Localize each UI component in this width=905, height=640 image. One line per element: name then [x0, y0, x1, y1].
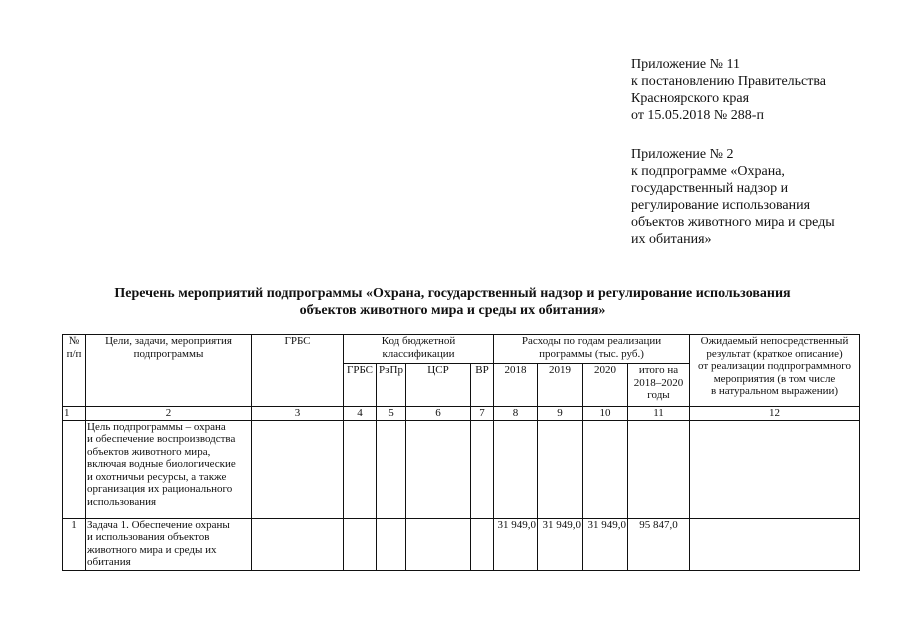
appendix-line: Приложение № 11 — [631, 57, 740, 72]
row-code-grbs — [344, 420, 377, 518]
row-total — [628, 420, 690, 518]
appendix-line: государственный надзор и — [631, 181, 789, 196]
header-result: Ожидаемый непосредственный результат (краткое описание) от реализации подпрограммного мероприятия (в том числе в натуральном выражении) — [690, 335, 860, 407]
subheader-2019: 2019 — [538, 364, 583, 407]
appendix-line: к подпрограмме «Охрана, — [631, 164, 785, 179]
row-result — [690, 518, 860, 570]
row-2019 — [538, 420, 583, 518]
row-2018: 31 949,0 — [494, 518, 538, 570]
row-num: 1 — [63, 518, 86, 570]
subheader-csr: ЦСР — [406, 364, 471, 407]
appendix-subprogram-header — [631, 146, 835, 248]
appendix-line: Приложение № 2 — [631, 147, 734, 162]
appendix-line: к постановлению Правительства — [631, 74, 827, 89]
subheader-grbs: ГРБС — [344, 364, 377, 407]
column-number: 1 — [63, 407, 86, 421]
title-line: объектов животного мира и среды их обитания» — [299, 303, 606, 318]
header-grbs: ГРБС — [252, 335, 344, 407]
appendix-decree-header — [631, 56, 826, 124]
row-csr — [406, 420, 471, 518]
subheader-vr: ВР — [471, 364, 494, 407]
header-expenses: Расходы по годам реализации программы (тыс. руб.) — [494, 335, 690, 364]
header-budget-code: Код бюджетной классификации — [344, 335, 494, 364]
row-total: 95 847,0 — [628, 518, 690, 570]
row-grbs — [252, 518, 344, 570]
row-rzpr — [377, 518, 406, 570]
appendix-line: регулирование использования — [631, 198, 811, 213]
header-num: № п/п — [63, 335, 86, 407]
row-2018 — [494, 420, 538, 518]
column-number: 6 — [406, 407, 471, 421]
row-text: Цель подпрограммы – охрана и обеспечение воспроизводства объектов животного мира, включая водные биологические и охотничьи ресурсы, а также организация их рационального использования — [86, 420, 252, 518]
appendix-line: объектов животного мира и среды — [631, 215, 835, 230]
row-csr — [406, 518, 471, 570]
header-row — [63, 335, 860, 364]
title-line: Перечень мероприятий подпрограммы «Охрана, государственный надзор и регулирование использования — [114, 286, 791, 301]
row-rzpr — [377, 420, 406, 518]
column-number: 5 — [377, 407, 406, 421]
column-number: 11 — [628, 407, 690, 421]
table-row — [63, 518, 860, 570]
column-number: 2 — [86, 407, 252, 421]
subheader-2020: 2020 — [583, 364, 628, 407]
row-vr — [471, 420, 494, 518]
row-num — [63, 420, 86, 518]
activities-table — [62, 334, 860, 571]
column-number: 12 — [690, 407, 860, 421]
appendix-line: Красноярского края — [631, 91, 750, 106]
row-text: Задача 1. Обеспечение охраны и использования объектов животного мира и среды их обитания — [86, 518, 252, 570]
column-number: 10 — [583, 407, 628, 421]
subheader-rzpr: РзПр — [377, 364, 406, 407]
row-2019: 31 949,0 — [538, 518, 583, 570]
column-number: 4 — [344, 407, 377, 421]
document-title — [60, 285, 845, 319]
column-number: 7 — [471, 407, 494, 421]
row-grbs — [252, 420, 344, 518]
column-number: 3 — [252, 407, 344, 421]
row-vr — [471, 518, 494, 570]
appendix-line: их обитания» — [631, 232, 712, 247]
subheader-2018: 2018 — [494, 364, 538, 407]
column-number-row — [63, 407, 860, 421]
column-number: 9 — [538, 407, 583, 421]
column-number: 8 — [494, 407, 538, 421]
table-row — [63, 420, 860, 518]
row-code-grbs — [344, 518, 377, 570]
header-goals: Цели, задачи, мероприятия подпрограммы — [86, 335, 252, 407]
appendix-line: от 15.05.2018 № 288-п — [631, 108, 764, 123]
row-2020: 31 949,0 — [583, 518, 628, 570]
subheader-total: итого на 2018–2020 годы — [628, 364, 690, 407]
row-result — [690, 420, 860, 518]
row-2020 — [583, 420, 628, 518]
